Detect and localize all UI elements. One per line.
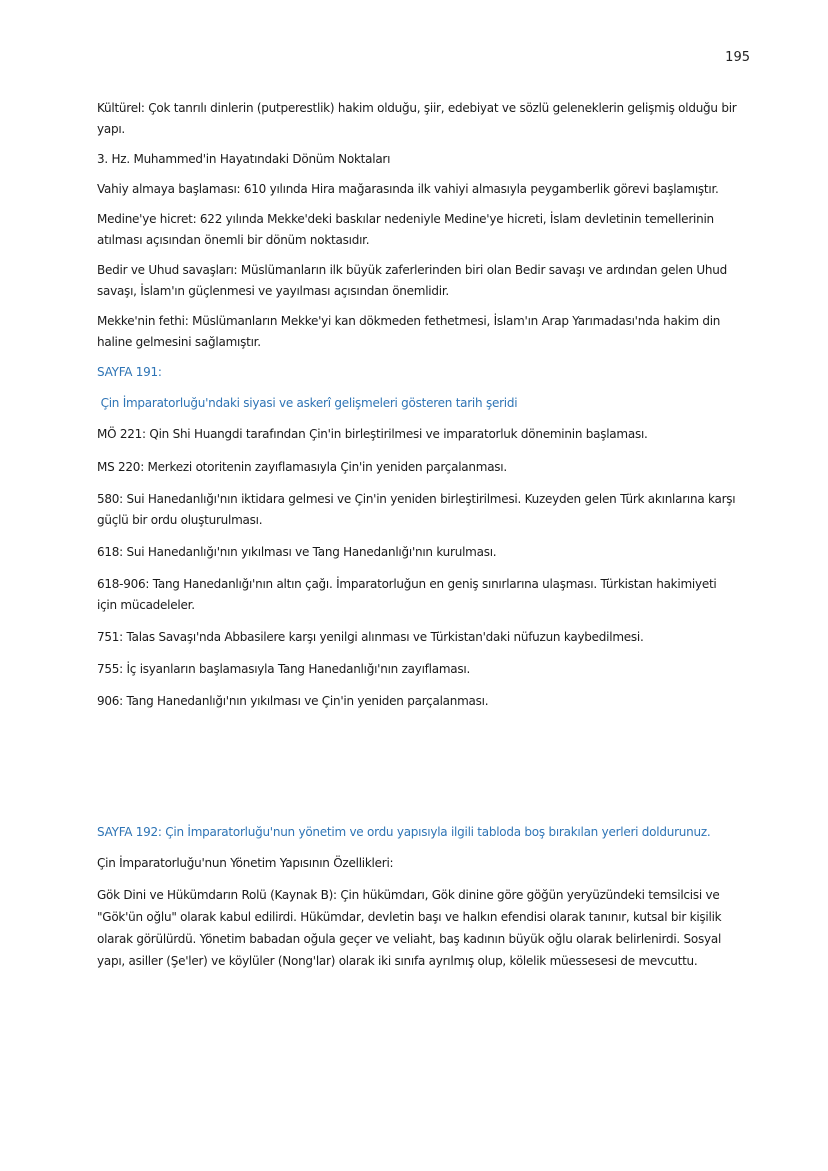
page-number: 195 — [725, 50, 750, 65]
timeline-item: 755: İç isyanların başlamasıyla Tang Hanedanlığı'nın zayıflaması. — [97, 662, 471, 676]
timeline-item: 580: Sui Hanedanlığı'nın iktidara gelmesi ve Çin'in yeniden birleştirilmesi. Kuzeyden gelen Türk akınlarına karşı güçlü bir ordu oluşturulması. — [97, 492, 736, 527]
timeline-item: 906: Tang Hanedanlığı'nın yıkılması ve Çin'in yeniden parçalanması. — [97, 694, 489, 708]
paragraph-mekke-fethi: Mekke'nin fethi: Müslümanların Mekke'yi kan dökmeden fethetmesi, İslam'ın Arap Yarımadası'nda hakim din haline gelmesini sağlamıştır. — [97, 314, 721, 349]
section-heading: 3. Hz. Muhammed'in Hayatındaki Dönüm Noktaları — [97, 152, 391, 166]
timeline-item: MÖ 221: Qin Shi Huangdi tarafından Çin'in birleştirilmesi ve imparatorluk döneminin başlaması. — [97, 427, 648, 441]
timeline-item: MS 220: Merkezi otoritenin zayıflamasıyla Çin'in yeniden parçalanması. — [97, 460, 507, 474]
page-ref-192: SAYFA 192: Çin İmparatorluğu'nun yönetim ve ordu yapısıyla ilgili tabloda boş bırakılan yerleri doldurunuz. — [97, 825, 711, 839]
paragraph-hicret: Medine'ye hicret: 622 yılında Mekke'deki baskılar nedeniyle Medine'ye hicreti, İslam devletinin temellerinin atılması açısından önemli bir dönüm noktasıdır. — [97, 212, 714, 247]
timeline-heading: Çin İmparatorluğu'ndaki siyasi ve askerî gelişmeleri gösteren tarih şeridi — [97, 396, 518, 410]
paragraph-vahiy: Vahiy almaya başlaması: 610 yılında Hira mağarasında ilk vahiyi almasıyla peygamberlik görevi başlamıştır. — [97, 182, 719, 196]
page-ref-191: SAYFA 191: — [97, 365, 162, 379]
paragraph-kulturel: Kültürel: Çok tanrılı dinlerin (putperestlik) hakim olduğu, şiir, edebiyat ve sözlü geleneklerin gelişmiş olduğu bir yapı. — [97, 101, 737, 136]
paragraph-gok-dini: Gök Dini ve Hükümdarın Rolü (Kaynak B): Çin hükümdarı, Gök dinine göre göğün yeryüzündeki temsilcisi ve "Gök'ün oğlu" olarak kabul edilirdi. Hükümdar, devletin başı ve halkın efendisi olarak tanınır, kutsal bir kişilik olarak görülürdü. Yönetim babadan oğula geçer ve veliaht, baş kadının büyük oğlu olarak belirlenirdi. Sosyal yapı, asiller (Şe'ler) ve köylüler (Nong'lar) olarak iki sınıfa ayrılmış olup, kölelik müessesesi de mevcuttu. — [97, 888, 722, 968]
timeline-item: 618-906: Tang Hanedanlığı'nın altın çağı. İmparatorluğun en geniş sınırlarına ulaşması. Türkistan hakimiyeti için mücadeleler. — [97, 577, 717, 612]
structure-heading: Çin İmparatorluğu'nun Yönetim Yapısının Özellikleri: — [97, 856, 394, 870]
timeline-item: 751: Talas Savaşı'nda Abbasilere karşı yenilgi alınması ve Türkistan'daki nüfuzun kaybedilmesi. — [97, 630, 644, 644]
paragraph-bedir-uhud: Bedir ve Uhud savaşları: Müslümanların ilk büyük zaferlerinden biri olan Bedir savaşı ve ardından gelen Uhud savaşı, İslam'ın güçlenmesi ve yayılması açısından önemlidir. — [97, 263, 727, 298]
timeline-item: 618: Sui Hanedanlığı'nın yıkılması ve Tang Hanedanlığı'nın kurulması. — [97, 545, 497, 559]
page-content — [97, 98, 737, 972]
